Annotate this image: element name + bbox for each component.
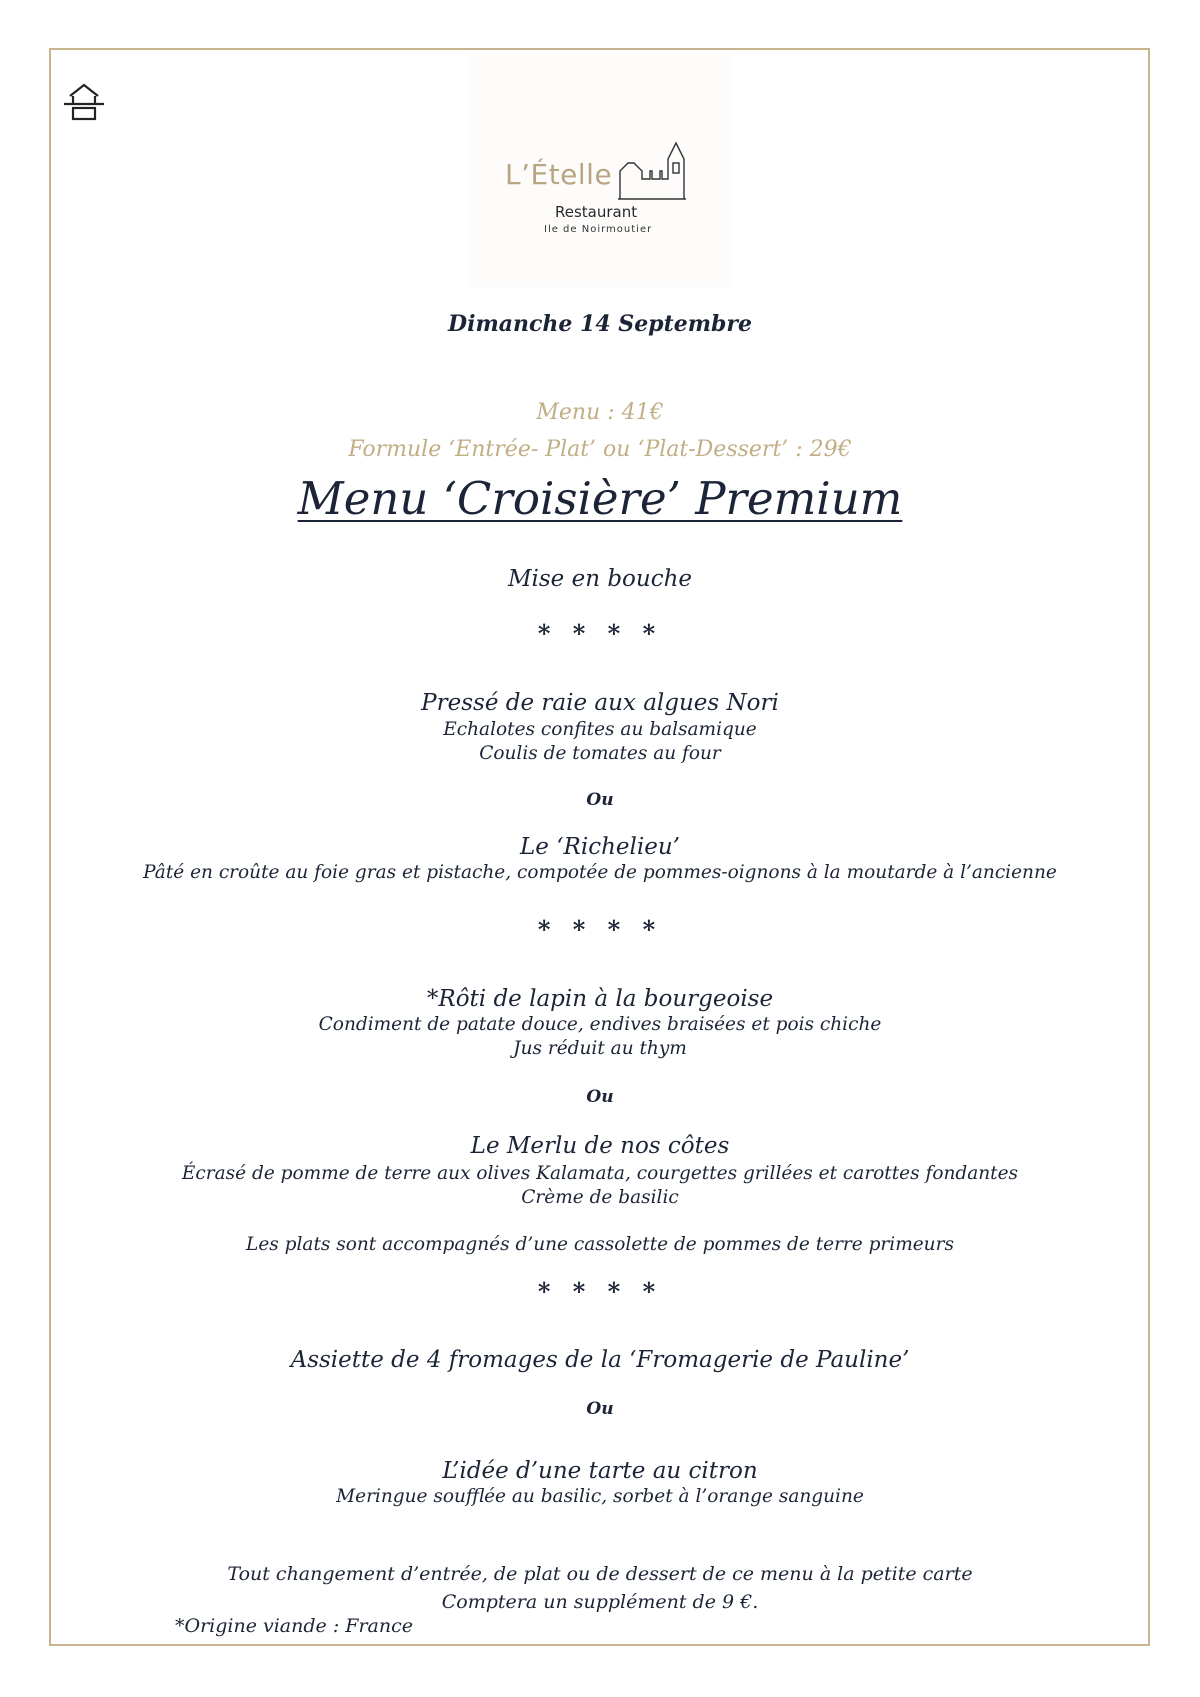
starter-1-name: Pressé de raie aux algues Nori <box>421 690 779 716</box>
menu-price: Menu : 41€ <box>536 400 664 425</box>
separator: * * * * <box>537 619 663 648</box>
amuse-bouche: Mise en bouche <box>507 566 693 592</box>
logo-subtitle: Restaurant <box>555 203 638 221</box>
logo-name: L’Ételle <box>505 158 613 191</box>
dessert-1-name: Assiette de 4 fromages de la ‘Fromagerie de Pauline’ <box>290 1347 910 1373</box>
separator: * * * * <box>537 1277 663 1306</box>
logo-location: Ile de Noirmoutier <box>544 224 653 235</box>
main-2-detail: Crème de basilic <box>521 1187 679 1208</box>
menu-date: Dimanche 14 Septembre <box>448 311 752 337</box>
main-2-detail: Écrasé de pomme de terre aux olives Kalamata, courgettes grillées et carottes fondantes <box>181 1163 1019 1184</box>
dessert-2-name: L’idée d’une tarte au citron <box>442 1458 758 1484</box>
or-label: Ou <box>586 1399 614 1419</box>
castle-icon <box>618 141 694 201</box>
starter-1-detail: Echalotes confites au balsamique <box>443 719 757 740</box>
separator: * * * * <box>537 915 663 944</box>
formula-price: Formule ‘Entrée- Plat’ ou ‘Plat-Dessert’ : 29€ <box>348 437 852 462</box>
footer-note: Tout changement d’entrée, de plat ou de dessert de ce menu à la petite carte <box>227 1563 973 1585</box>
origin-note: *Origine viande : France <box>175 1615 413 1637</box>
footer-note: Comptera un supplément de 9 €. <box>441 1591 759 1613</box>
starter-2-name: Le ‘Richelieu’ <box>520 834 680 860</box>
page-title: Menu ‘Croisière’ Premium <box>297 472 903 525</box>
home-icon[interactable] <box>62 82 106 122</box>
main-1-name: *Rôti de lapin à la bourgeoise <box>426 986 774 1012</box>
mains-note: Les plats sont accompagnés d’une cassolette de pommes de terre primeurs <box>246 1234 954 1255</box>
main-2-name: Le Merlu de nos côtes <box>470 1133 730 1159</box>
or-label: Ou <box>586 790 614 810</box>
main-1-detail: Jus réduit au thym <box>513 1038 687 1059</box>
or-label: Ou <box>586 1087 614 1107</box>
starter-2-detail: Pâté en croûte au foie gras et pistache, compotée de pommes-oignons à la moutarde à l’ancienne <box>143 862 1057 883</box>
starter-1-detail: Coulis de tomates au four <box>479 743 721 764</box>
main-1-detail: Condiment de patate douce, endives braisées et pois chiche <box>318 1014 882 1035</box>
dessert-2-detail: Meringue soufflée au basilic, sorbet à l’orange sanguine <box>336 1486 864 1507</box>
